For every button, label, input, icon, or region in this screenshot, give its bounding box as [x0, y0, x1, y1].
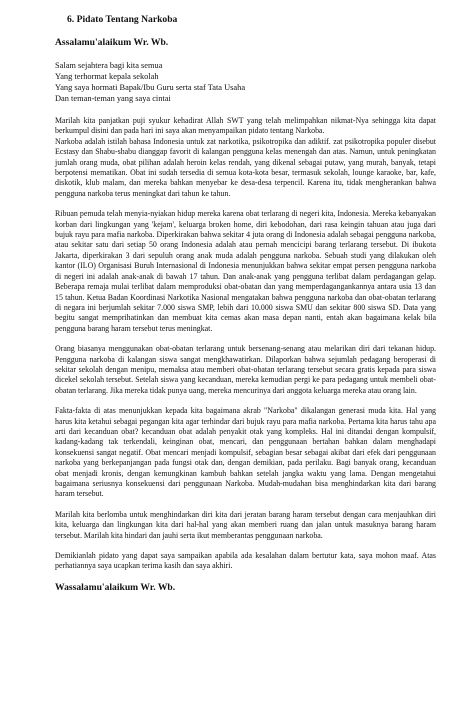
salutation-line: Yang saya hormati Bapak/Ibu Guru serta staf Tata Usaha	[55, 83, 246, 92]
closing-greeting: Wassalamu'alaikum Wr. Wb.	[55, 581, 176, 593]
salutation-line: Dan teman-teman yang saya cintai	[55, 94, 171, 103]
paragraph-call-to-action: Marilah kita berlomba untuk menghindarkan diri kita dari jeratan barang haram tersebut dengan cara menjauhkan diri kita, keluarga dan lingkungan kita dari hal-hal yang akan memberi ruang dan jalan untuk masuknya barang haram tersebut. Marilah kita hindari dan jauhi serta ikut memberantas penggunaan narkoba.	[55, 509, 436, 540]
paragraph-narkoba-definition: Narkoba adalah istilah bahasa Indonesia untuk zat narkotika, psikotropika dan adiktif. zat psikotropika populer disebut Ecstasy dan Shabu-shabu dianggap favorit di kalangan pengguna kelas menengah dan atas. Namun, untuk peningkatan jumlah orang muda, obat pilihan adalah heroin kelas rendah, yang dikenal sebagai putaw, yang murah, banyak, tetapi berpotensi mematikan. Obat ini sudah tersedia di semua kota-kota besar, termasuk sekolah, lounge karaoke, bar, kafe, diskotik, klub malam, dan mereka bahkan menyebar ke desa-desa terpencil. Karena itu, tidak mengherankan bahwa pengguna narkoba terus meningkat dari tahun ke tahun.	[55, 136, 436, 198]
salutation-line: Salam sejahtera bagi kita semua	[55, 61, 163, 70]
opening-greeting: Assalamu'alaikum Wr. Wb.	[55, 37, 169, 48]
paragraph-intro: Marilah kita panjatkan puji syukur kehadirat Allah SWT yang telah melimpahkan nikmat-Nya sehingga kita dapat berkumpul disini dan pada hari ini saya akan menyampaikan pidato tentang Narkoba.	[55, 116, 436, 136]
paragraph-facts: Fakta-fakta di atas menunjukkan kepada kita bagaimana akrab "Narkoba" dikalangan generasi muda kita. Hal yang harus kita ketahui sebagai pegangan kita agar terhindar dari bujuk rayu para mafia narkoba. Pertama kita harus tahu apa arti dari kecanduan obat? kecanduan obat adalah penyakit otak yang kompleks. Hal ini ditandai dengan kompulsif, kadang-kadang tak terkendali, keinginan obat, mencari, dan penggunaan bertahan bahkan dalam menghadapi konsekuensi sangat negatif. Obat mencari menjadi kompulsif, sebagian besar sebagai akibat dari efek dari penggunaan narkoba yang berkepanjangan pada fungsi otak dan, dengan demikian, pada perilaku. Bagi banyak orang, kecanduan obat menjadi kronis, dengan kemungkinan kambuh bahkan setelah jangka waktu yang lama. Dengan mengetahui bagaimana seriusnya konsekuensi dari penggunaan Narkoba. Mudah-mudahan bisa menghindarkan kita dari barang haram tersebut.	[55, 406, 436, 499]
paragraph-students: Orang biasanya menggunakan obat-obatan terlarang untuk bersenang-senang atau melarikan diri dari tekanan hidup. Pengguna narkoba di kalangan siswa sangat mengkhawatirkan. Dilaporkan bahwa sejumlah pedagang beroperasi di sekitar sekolah dengan menipu, memaksa atau memberi obat-obatan terlarang tersebut secara gratis kepada para siswa dicekel sekolah tersebut. Setelah siswa yang kecanduan, mereka kemudian pergi ke para pedagang untuk membeli obat-obatan terlarang. Jika mereka tidak punya uang, mereka mencurinya dari anggota keluarga mereka atau orang lain.	[55, 344, 436, 395]
salutation-block	[55, 60, 436, 104]
document-heading: 6. Pidato Tentang Narkoba	[67, 14, 178, 25]
paragraph-statistics: Ribuan pemuda telah menyia-nyiakan hidup mereka karena obat terlarang di negeri kita, Indonesia. Mereka kebanyakan korban dari lingkungan yang 'kejam', keluarga broken home, diri kebodohan, dari rasa keingin tahuan atau juga dari bujuk rayu para mafia narkoba. Diperkirakan bahwa sekitar 4 juta orang di Indonesia adalah sebagai pengguna narkoba, atau sekitar satu dari setiap 50 orang Indonesia adalah atau pernah mencicipi barang terlarang tersebut. Di ibukota Jakarta, diperkirakan 3 dari sepuluh orang anak muda adalah pengguna narkoba. Sebuah studi yang dilakukan oleh kantor (ILO) Organisasi Buruh Internasional di Indonesia menunjukkan bahwa sekitar empat persen pengguna narkoba di negeri ini adalah anak-anak di bawah 17 tahun. Dan anak-anak yang pengguna terlibat dalam perdagangan gelap. Beberapa remaja mulai terlibat dalam memproduksi obat-obatan dan yang memperdagangankannya antara usia 13 dan 15 tahun. Ketua Badan Koordinasi Narkotika Nasional mengatakan bahwa pengguna narkoba dan obat-obatan terlarang di negara ini berjumlah sekitar 7.000 siswa SMP, lebih dari 10.000 siswa SMU dan sekitar 800 siswa SD. Data yang begitu sangat memprihatinkan dan membuat kita cemas akan masa depan nanti, entah akan bagaimana kelak bila pengguna barang haram tersebut terus meningkat.	[55, 209, 436, 333]
salutation-line: Yang terhormat kepala sekolah	[55, 72, 159, 81]
paragraph-closing-remarks: Demikianlah pidato yang dapat saya sampaikan apabila ada kesalahan dalam bertutur kata, saya mohon maaf. Atas perhatiannya saya ucapkan terima kasih dan saya akhiri.	[55, 551, 436, 571]
